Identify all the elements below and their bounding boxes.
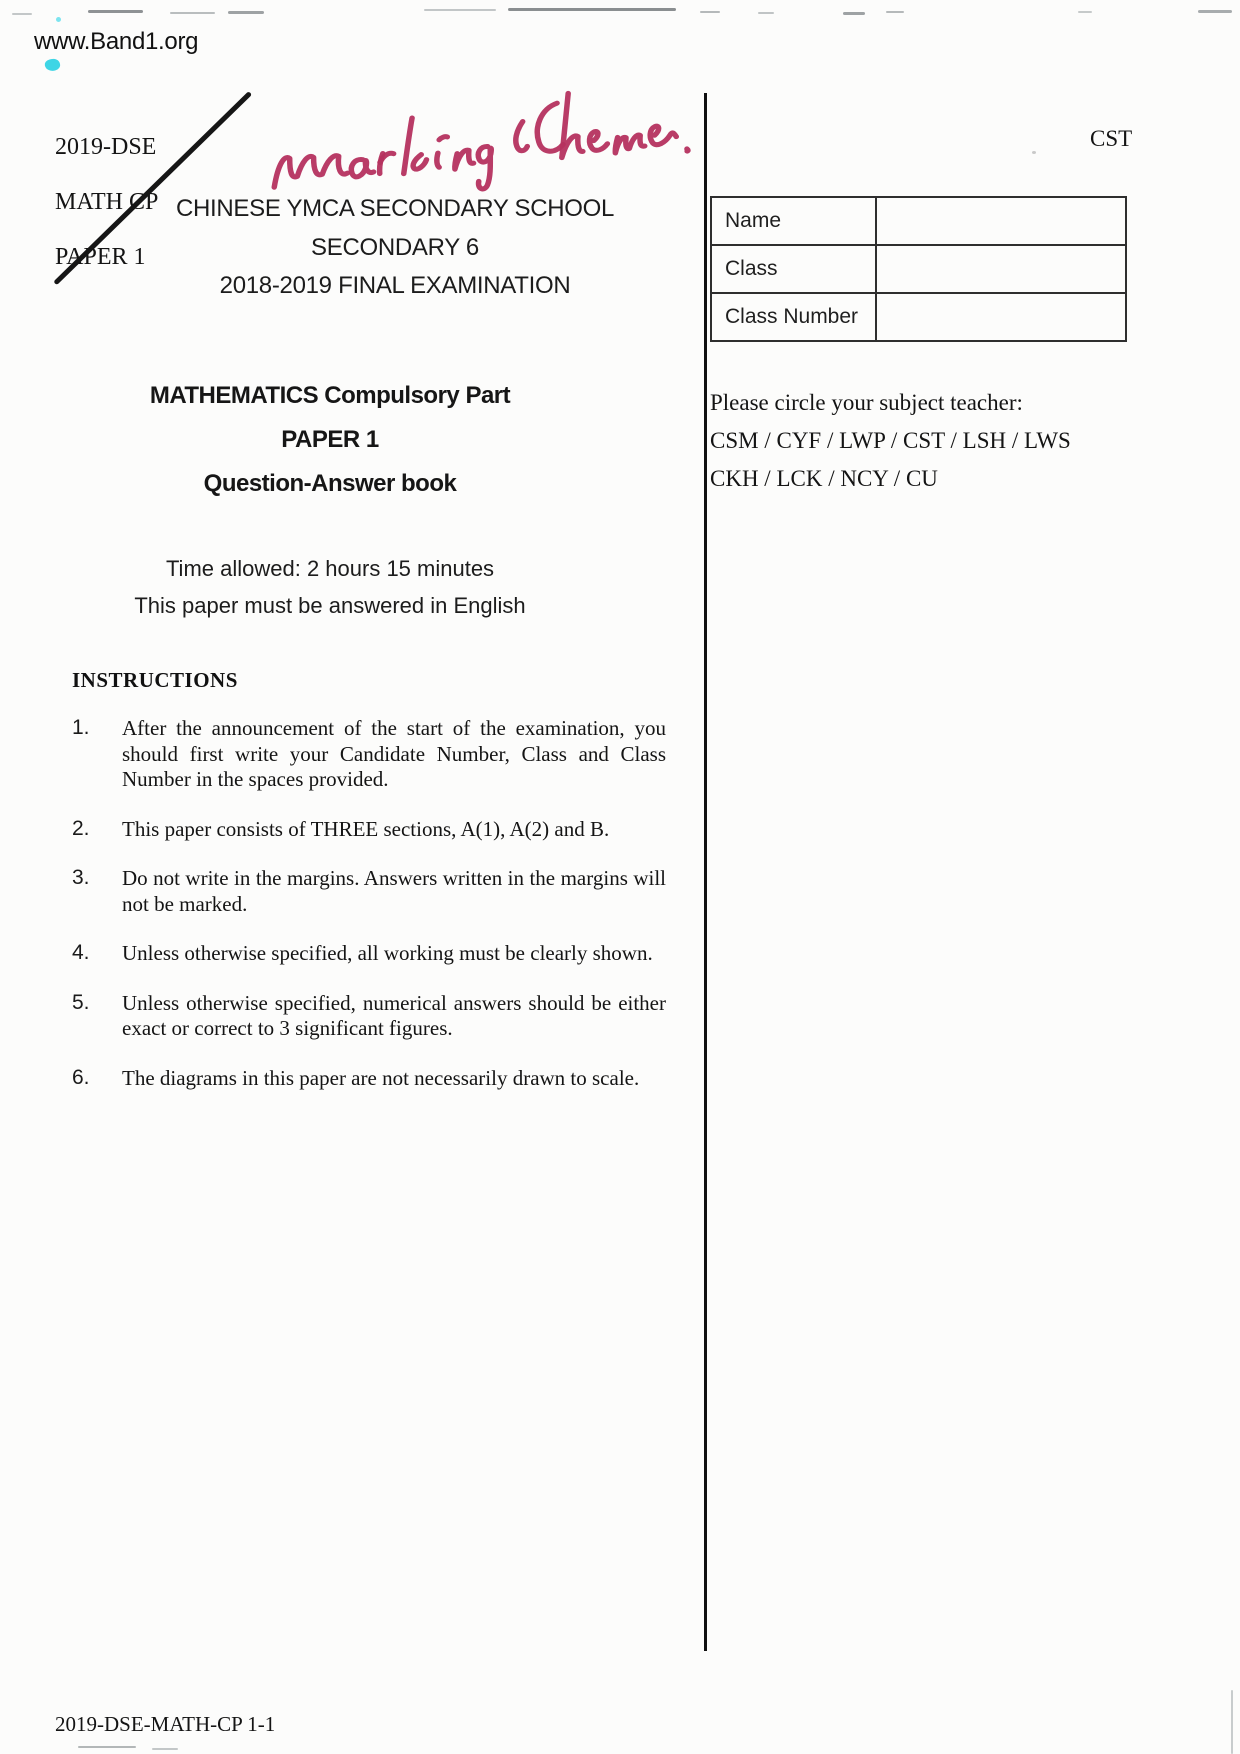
column-divider-line: [704, 93, 707, 1651]
teacher-prompt: Please circle your subject teacher:: [710, 390, 1023, 415]
instruction-text: This paper consists of THREE sections, A(1), A(2) and B.: [122, 816, 610, 841]
time-block: [20, 550, 640, 624]
time-allowed: Time allowed: 2 hours 15 minutes: [165, 556, 495, 581]
cyan-speck: [56, 17, 61, 22]
page-footer-code: 2019-DSE-MATH-CP 1-1: [55, 1712, 276, 1736]
row-label-name: Name: [712, 198, 877, 244]
instruction-item: [72, 817, 666, 843]
instruction-item: [72, 716, 666, 793]
instructions-list: [72, 716, 666, 1115]
instruction-text: The diagrams in this paper are not necessarily drawn to scale.: [122, 1065, 640, 1090]
teacher-code-label: CST: [1090, 126, 1133, 151]
row-label-class: Class: [712, 246, 877, 292]
instruction-number: 3.: [72, 866, 90, 889]
school-name: CHINESE YMCA SECONDARY SCHOOL: [175, 195, 615, 222]
name-entry-cell: [877, 198, 1125, 244]
instruction-text: Do not write in the margins. Answers written in the margins will not be marked.: [122, 866, 666, 916]
paper-title-block: [20, 374, 640, 506]
teacher-codes-line1: CSM / CYF / LWP / CST / LSH / LWS: [710, 428, 1071, 453]
language-note: This paper must be answered in English: [134, 593, 526, 618]
table-row: [712, 292, 1125, 340]
paper-id-line-paper: PAPER 1: [55, 243, 146, 270]
class-number-entry-cell: [877, 294, 1125, 340]
instruction-number: 5.: [72, 990, 90, 1014]
instruction-text: Unless otherwise specified, numerical answers should be either exact or correct to 3 significant figures.: [122, 990, 666, 1040]
instruction-item: [72, 991, 666, 1042]
teacher-circle-block: [710, 384, 1150, 498]
instruction-number: 2.: [72, 816, 90, 840]
instruction-number: 6.: [72, 1065, 90, 1089]
scan-speck: [1032, 151, 1036, 154]
instruction-item: [72, 941, 666, 967]
student-info-table: [710, 196, 1127, 342]
book-type: Question-Answer book: [203, 470, 457, 497]
instruction-item: [72, 1066, 666, 1092]
instruction-text: Unless otherwise specified, all working must be clearly shown.: [122, 941, 653, 965]
paper-id-line-subject: MATH CP: [55, 188, 159, 215]
instructions-heading: INSTRUCTIONS: [72, 668, 238, 692]
teacher-codes-line2: CKH / LCK / NCY / CU: [710, 466, 938, 491]
paper-id-line-year: 2019-DSE: [55, 133, 157, 160]
site-watermark: www.Band1.org: [34, 28, 199, 55]
cyan-highlight-mark: [44, 57, 61, 72]
table-row: [712, 244, 1125, 292]
class-entry-cell: [877, 246, 1125, 292]
instruction-number: 1.: [72, 716, 90, 739]
instruction-text: After the announcement of the start of the examination, you should first write your Candidate Number, Class and Class Number in the spaces provided.: [122, 716, 666, 791]
school-level: SECONDARY 6: [311, 233, 479, 261]
school-heading-block: [85, 190, 705, 306]
paper-number: PAPER 1: [281, 426, 379, 453]
instruction-number: 4.: [72, 941, 90, 964]
instruction-item: [72, 866, 666, 917]
row-label-class-number: Class Number: [712, 294, 877, 340]
table-row: [712, 198, 1125, 244]
exam-title: 2018-2019 FINAL EXAMINATION: [219, 272, 571, 299]
subject-title: MATHEMATICS Compulsory Part: [149, 382, 511, 409]
